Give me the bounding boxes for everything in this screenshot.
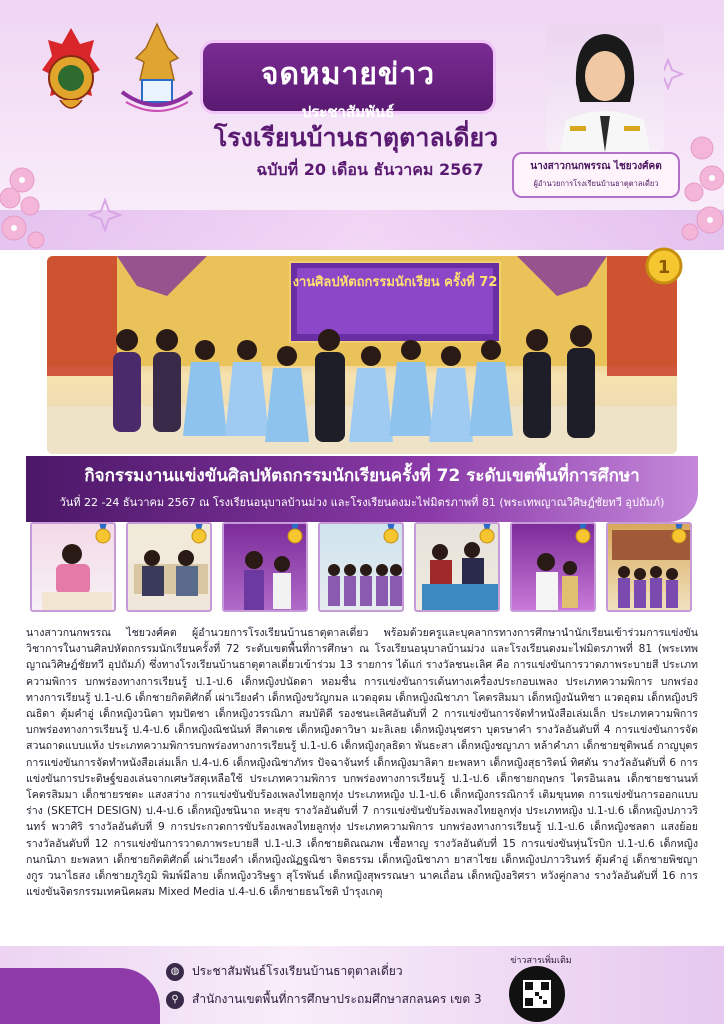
qr-code[interactable] [509, 966, 565, 1022]
thumbnail-photo [126, 522, 212, 612]
newsletter-title: จดหมายข่าว [260, 57, 436, 92]
gold-medal-icon [644, 244, 684, 288]
director-portrait [546, 24, 664, 152]
school-name: โรงเรียนบ้านธาตุตาลเดี่ยว [213, 123, 499, 152]
thumbnail-photo [222, 522, 308, 612]
thumbnail-photo [30, 522, 116, 612]
footer-accent [0, 968, 160, 1024]
svg-text:1: 1 [657, 257, 671, 278]
main-event-photo [47, 256, 677, 454]
article-body: นางสาวกนกพรรณ ไชยวงศ์คต ผู้อำนวยการโรงเรียนบ้านธาตุตาลเดี่ยว พร้อมด้วยครูและบุคลากรทางการศึกษานำนักเรียนเข้าร่วมการแข่งขันวิชาการในงานศิลปหัตถกรรมนักเรียนครั้งที่ 72 ระดับเขตพื้นที่การศึกษา ณ โรงเรียนอนุบาลบ้านม่วง และโรงเรียนดงมะไฟมิตรภาพที่ 81 (พระเทพญาณวิศิษฎ์ชัยทวี อุปถัมภ์) ซึ่งทางโรงเรียนบ้านธาตุตาลเดี่ยวเข้าร่วม 13 รายการ ได้แก่ รางวัลชนะเลิศ คือ การแข่งขันการวาดภาพระบายสี ประเภทความพิการ บกพร่องทางการเรียนรู้ ป.1-ป.6 เด็กหญิงปนัดดา หอมชื่น การแข่งขันการเต้นทางเครื่องประกอบเพลง ประเภทความพิการ บกพร่องทางการเรียนรู้ ป.1-ป.6 เด็กชายกิตติศักดิ์ เผ่าเวียงคำ เด็กหญิงขวัญกมล แวดอุดม เด็กหญิงณิชาภา โคตรสิมมา เด็กหญิงนันทิชา แวดอุดม เด็กหญิงปริณธิดา ตุ้มคำอู่ เด็กหญิงวนิดา ทุมปัดชา เด็กหญิงวรรณิภา สมบัติดี รองชนะเลิศอันดับที่ 2 การแข่งขันการจัดทำหนังสือเล่มเล็ก ประเภทความพิการ บกพร่องทางการเรียนรู้ ป.4-ป.6 เด็กหญิงณิชนันท์ สีดาเดช เด็กหญิงดาวิษา มะลิเลย เด็กหญิงนุชศรา บุตรษาคำ รางวัลอันดับที่ 4 การแข่งขันการจัดสวนถาดแบบแห้ง ประเภทความพิการบกพร่องทางการเรียนรู้ ป.1-ป.6 เด็กหญิงกุลธิดา พันธะสา เด็กหญิงชญาภา หล้าคำภา เด็กชายชุติพนธ์ กาญบุตร การแข่งขันการจัดทำหนังสือเล่มเล็ก ป.4-ป.6 เด็กหญิงณิชาภัทร ปัจฉาจันทร์ เด็กหญิงมาลิตา ยะพลหา เด็กหญิงสุธาริตน์ ทิศตัน รางวัลอันดับที่ 6 การแข่งขันการประดิษฐ์ของเล่นจากเศษวัสดุเหลือใช้ ประเภทความพิการ บกพร่องทางการเรียนรู้ ป.1-ป.6 เด็กชายกฤษกร ไตรอินเลน เด็กชายชานนท์ โคตรสิมมา เด็กชายรชตะ แสงสว่าง การแข่งขันขับร้องเพลงไทยลูกทุ่ง ประเภทหญิง ป.1-ป.6 เด็กหญิงกรรณิการ์ เติมขุนทด การแข่งขันการออกแบบร่าง (SKETCH DESIGN) ป.4-ป.6 เด็กหญิงชนินาถ หะสุข รางวัลอันดับที่ 7 การแข่งขันขับร้องเพลงไทยลูกทุ่ง ประเภทหญิง ป.1-ป.6 เด็กหญิงปภาวรินทร์ พวาศิริ รางวัลอันดับที่ 9 การประกวดการขับร้องเพลงไทยลูกทุ่ง ประเภทความพิการ บกพร่องทางการเรียนรู้ ป.1-ป.6 เด็กหญิงชลดา แสงย้อย รางวัลอันดับที่ 12 การแข่งขันการวาดภาพระบายสี ป.1-ป.3 เด็กชายดิณณภพ เชื้อหาญ รางวัลอันดับที่ 15 การแข่งขันหุ่นโรบิก ป.1-ป.6 เด็กหญิงกนกนิภา ยะพลหา เด็กชายกิตติศักดิ์ เผ่าเวียงคำ เด็กหญิงณัฏฐณิชา จิตธรรม เด็กหญิงนิชาภา ยาสาไชย เด็กหญิงปภาวรินทร์ ตุ้มคำอู่ เด็กชายพิชญางกูร วนาไธสง เด็กชายภูริภูมิ พิมพ์มีลาย เด็กหญิงวริษฐา สุโรพันธ์ เด็กหญิงสุพรรณษา นาคเถื่อน เด็กหญิงอริศรา หวังคู่กลาง รางวัลอันดับที่ 16 การแข่งขันจิตรกรรมเทคนิคผสม Mixed Media ป.4-ป.6 เด็กชายธนโชติ บำรุงเกตุ [26, 627, 698, 899]
footer-office-name: สำนักงานเขตพื้นที่การศึกษาประถมศึกษาสกลนคร เขต 3 [192, 992, 482, 1006]
thumbnail-photo [318, 522, 404, 612]
footer-page-name: ประชาสัมพันธ์โรงเรียนบ้านธาตุตาลเดี่ยว [192, 964, 403, 978]
school-logo [118, 22, 196, 118]
ministry-seal-logo [38, 26, 104, 118]
thumbnail-photo [510, 522, 596, 612]
star-ornament-icon [88, 198, 122, 232]
footer-office-row [166, 990, 482, 1009]
location-pin-icon: ⚲ [166, 991, 184, 1009]
footer-page-row [166, 962, 403, 981]
director-position: ผู้อำนวยการโรงเรียนบ้านธาตุตาลเดี่ยว [533, 179, 659, 188]
director-caption [512, 152, 680, 198]
banner-text: งานศิลปหัตถกรรมนักเรียน ครั้งที่ 72 [292, 275, 498, 290]
director-name: นางสาวกนกพรรณ ไชยวงศ์คต [530, 161, 662, 172]
headline-subtitle: วันที่ 22 -24 ธันวาคม 2567 ณ โรงเรียนอนุบาลบ้านม่วง และโรงเรียนดงมะไฟมิตรภาพที่ 81 (พระเทพญาณวิศิษฎ์ชัยทวี อุปถัมภ์) [59, 496, 665, 509]
globe-icon: ◍ [166, 963, 184, 981]
newsletter-subtitle: ประชาสัมพันธ์ [301, 103, 395, 121]
thumbnail-photo [414, 522, 500, 612]
qr-label: ข่าวสารเพิ่มเติม [510, 956, 572, 966]
flower-decoration-left [0, 150, 56, 260]
headline-title: กิจกรรมงานแข่งขันศิลปหัตถกรรมนักเรียนครั้งที่ 72 ระดับเขตพื้นที่การศึกษา [84, 466, 640, 486]
thumbnail-photo [606, 522, 692, 612]
thumbnail-gallery [26, 522, 702, 614]
issue-label: ฉบับที่ 20 เดือน ธันวาคม 2567 [256, 160, 484, 179]
newsletter-title-box [200, 40, 496, 121]
